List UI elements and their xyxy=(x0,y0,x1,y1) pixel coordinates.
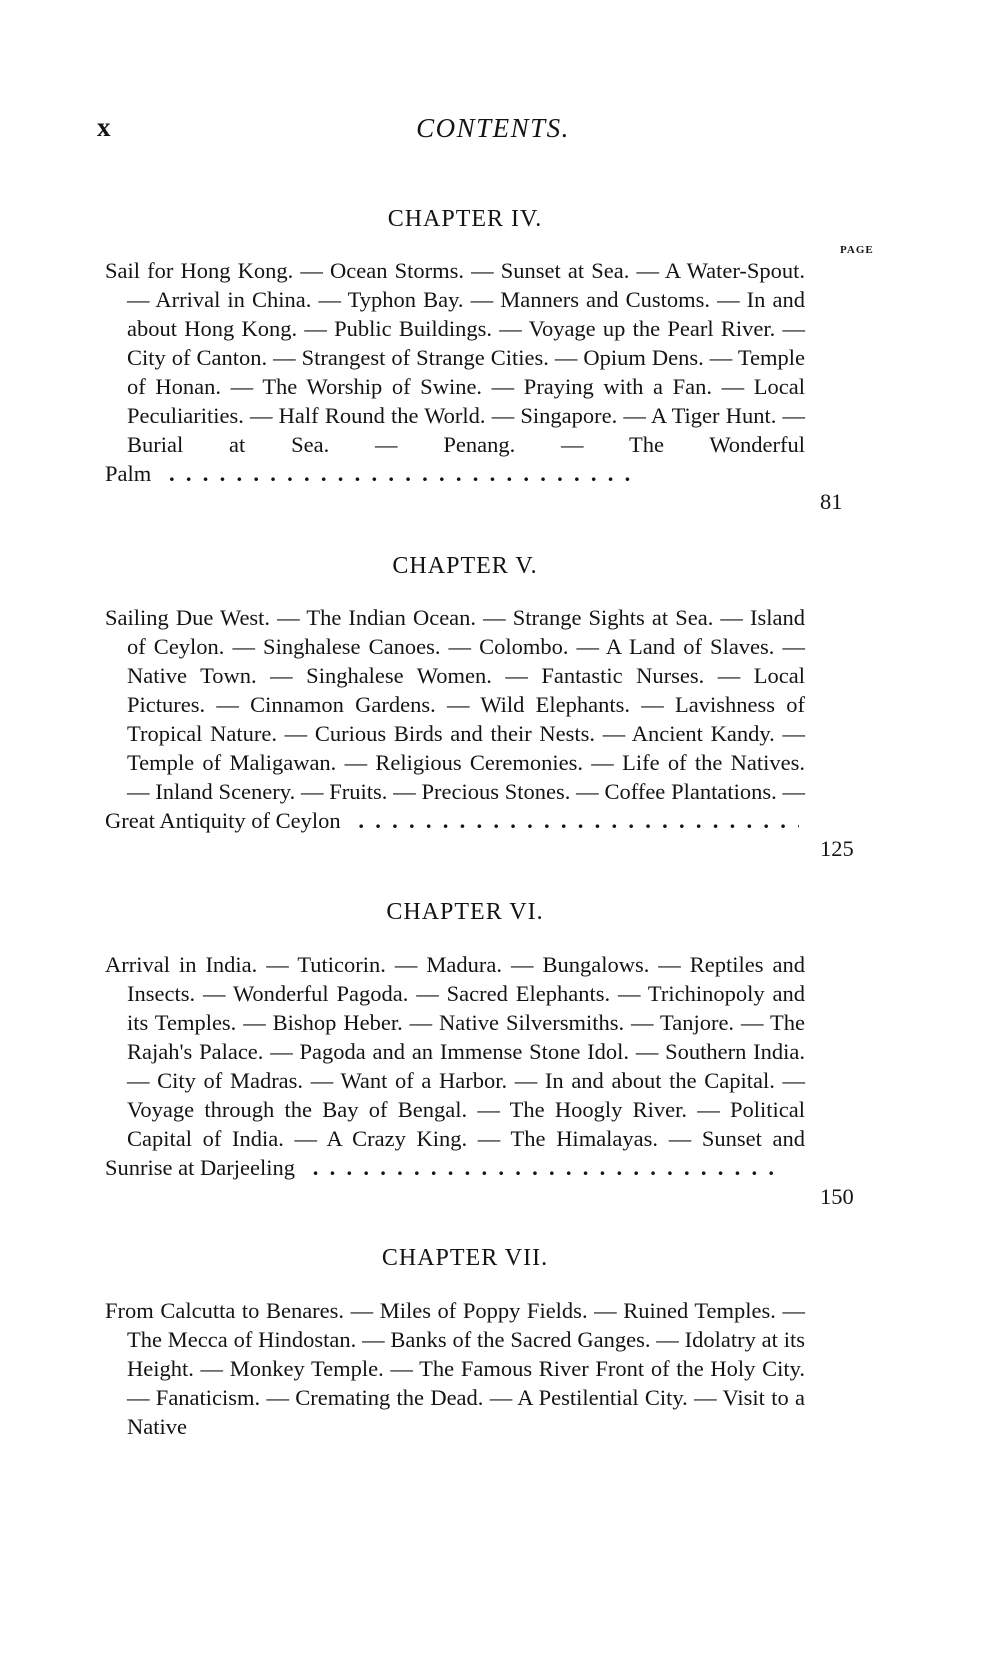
chapter-summary-text: Sail for Hong Kong. — Ocean Storms. — Sunset at Sea. — A Water-Spout. — Arrival in China. — Typhon Bay. — Manners and Customs. — In and about Hong Kong. — Public Buildings. — Voyage up the Pearl River. — City of Canton. — Strangest of Strange Cities. — Opium Dens. — Temple of Honan. — The Worship of Swine. — Praying with a Fan. — Local Peculiarities. — Half Round the World. — Singapore. — A Tiger Hunt. — Burial at Sea. — Penang. — The Wonderful xyxy=(105,258,805,457)
chapter-page-number: 81 xyxy=(820,489,843,514)
chapter-page-number: 150 xyxy=(820,1184,854,1209)
page-column-label: PAGE xyxy=(840,244,874,256)
chapter-heading: CHAPTER V. xyxy=(392,553,538,579)
summary-final-words: Palm xyxy=(105,461,152,486)
chapter-page-number: 125 xyxy=(820,836,854,861)
chapter-summary xyxy=(105,603,805,835)
chapter-heading: CHAPTER IV. xyxy=(387,206,543,232)
chapter-summary-last-line xyxy=(105,806,805,835)
chapter-summary-text: Arrival in India. — Tuticorin. — Madura. — Bungalows. — Reptiles and Insects. — Wonderful Pagoda. — Sacred Elephants. — Trichinopoly and its Temples. — Bishop Heber. — Native Silversmiths. — Tanjore. — The Rajah's Palace. — Pagoda and an Immense Stone Idol. — Southern India. — City of Madras. — Want of a Harbor. — In and about the Capital. — Voyage through the Bay of Bengal. — The Hoogly River. — Political Capital of India. — A Crazy King. — The Himalayas. — Sunset and xyxy=(105,952,805,1151)
chapter-heading: CHAPTER VI. xyxy=(386,899,544,925)
chapter-summary xyxy=(105,950,805,1182)
chapter-summary-last-line xyxy=(105,459,805,488)
chapter-summary xyxy=(105,256,805,488)
summary-final-words: Great Antiquity of Ceylon xyxy=(105,808,341,833)
summary-final-words: Sunrise at Darjeeling xyxy=(105,1155,295,1180)
chapter-summary-text: Sailing Due West. — The Indian Ocean. — Strange Sights at Sea. — Island of Ceylon. — Singhalese Canoes. — Colombo. — A Land of Slaves. — Native Town. — Singhalese Women. — Fantastic Nurses. — Local Pictures. — Cinnamon Gardens. — Wild Elephants. — Lavishness of Tropical Nature. — Curious Birds and their Nests. — Ancient Kandy. — Temple of Maligawan. — Religious Ceremonies. — Life of the Natives. — Inland Scenery. — Fruits. — Precious Stones. — Coffee Plantations. — xyxy=(105,605,805,804)
running-head: CONTENTS. xyxy=(416,113,570,143)
chapter-heading: CHAPTER VII. xyxy=(381,1245,549,1271)
dot-leader xyxy=(347,806,799,835)
dot-leader xyxy=(157,459,799,488)
page-folio: x xyxy=(97,112,112,142)
chapter-summary xyxy=(105,1296,805,1441)
chapter-summary-last-line xyxy=(105,1153,805,1182)
chapter-summary-text: From Calcutta to Benares. — Miles of Poppy Fields. — Ruined Temples. — The Mecca of Hindostan. — Banks of the Sacred Ganges. — Idolatry at its Height. — Monkey Temple. — The Famous River Front of the Holy City. — Fanaticism. — Cremating the Dead. — A Pestilential City. — Visit to a Native xyxy=(105,1298,805,1439)
dot-leader xyxy=(301,1153,799,1182)
